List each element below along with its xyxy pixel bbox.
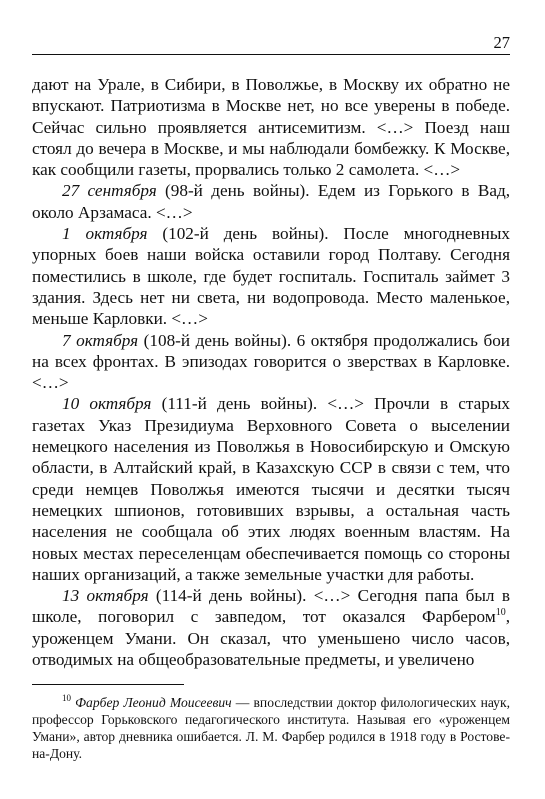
paragraph-text-continued: , уроженцем Умани. Он сказал, что уменьшено число часов, отводимых на общеобразовательные предметы, и увеличено — [32, 607, 510, 670]
footnote — [32, 694, 510, 762]
paragraph-text: (111-й день войны). <…> Прочли в старых газетах Указ Президиума Верховного Совета о выселении немецкого населения из Поволжья в Новосибирскую и Омскую области, в Алтайский край, в Казахскую ССР в связи с тем, что среди немцев Поволжья имеются тысячи и десятки тысяч немецких шпионов, готовивших взрывы, а остальная часть населения не сообщала об этих людях военным властям. На новых местах переселенцам обеспечивается помощь со стороны наших организаций, а также земельные участки для работы. — [32, 394, 510, 584]
paragraph-text: (114-й день войны). <…> Сегодня папа был в школе, поговорил с завпедом, тот оказался Фарбером — [32, 586, 510, 627]
entry-date: 13 октября — [62, 586, 149, 606]
paragraph-1 — [32, 74, 510, 180]
header-rule — [32, 54, 510, 55]
paragraph-3 — [32, 223, 510, 329]
footnote-reference[interactable]: 10 — [495, 607, 506, 619]
footnote-marker: 10 — [62, 693, 71, 703]
paragraph-text: (98-й день войны). Едем из Горького в Вад, около Арзамаса. <…> — [32, 181, 510, 222]
book-page — [32, 30, 510, 761]
footnote-paragraph — [32, 694, 510, 762]
footnote-separator — [32, 684, 184, 685]
paragraph-4 — [32, 330, 510, 394]
paragraph-2 — [32, 180, 510, 223]
entry-date: 1 октября — [62, 224, 148, 244]
paragraph-text: дают на Урале, в Сибири, в Поволжье, в Москву их обратно не впускают. Патриотизма в Москве нет, но все уверены в победе. Сейчас сильно проявляется антисемитизм. <…> Поезд наш стоял до вечера в Москве, и мы наблюдали бомбежку. К Москве, как сообщили газеты, прорвались только 2 самолета. <…> — [32, 75, 510, 180]
page-number: 27 — [493, 33, 510, 52]
body-text — [32, 74, 510, 670]
footnote-text: — впоследствии доктор филологических наук, профессор Горьковского педагогического института. Называя его «уроженцем Умани», автор дневника ошибается. Л. М. Фарбер родился в 1918 году в Ростове-на-Дону. — [32, 695, 510, 761]
footnote-name: Фарбер Леонид Моисеевич — [75, 695, 232, 710]
paragraph-6 — [32, 585, 510, 670]
entry-date: 7 октября — [62, 330, 139, 350]
paragraph-text: (102-й день войны). После многодневных упорных боев наши войска оставили город Полтаву. Сегодня поместились в школе, где будет госпиталь. Госпиталь займет 3 здания. Здесь нет ни света, ни водопровода. Место маленькое, меньше Карловки. <…> — [32, 224, 510, 329]
entry-date: 27 сентября — [62, 181, 157, 201]
paragraph-5 — [32, 393, 510, 585]
entry-date: 10 октября — [62, 394, 152, 414]
paragraph-text: (108-й день войны). 6 октября продолжались бои на всех фронтах. В эпизодах говорится о зверствах в Карловке. <…> — [32, 330, 510, 393]
page-header — [32, 30, 510, 52]
